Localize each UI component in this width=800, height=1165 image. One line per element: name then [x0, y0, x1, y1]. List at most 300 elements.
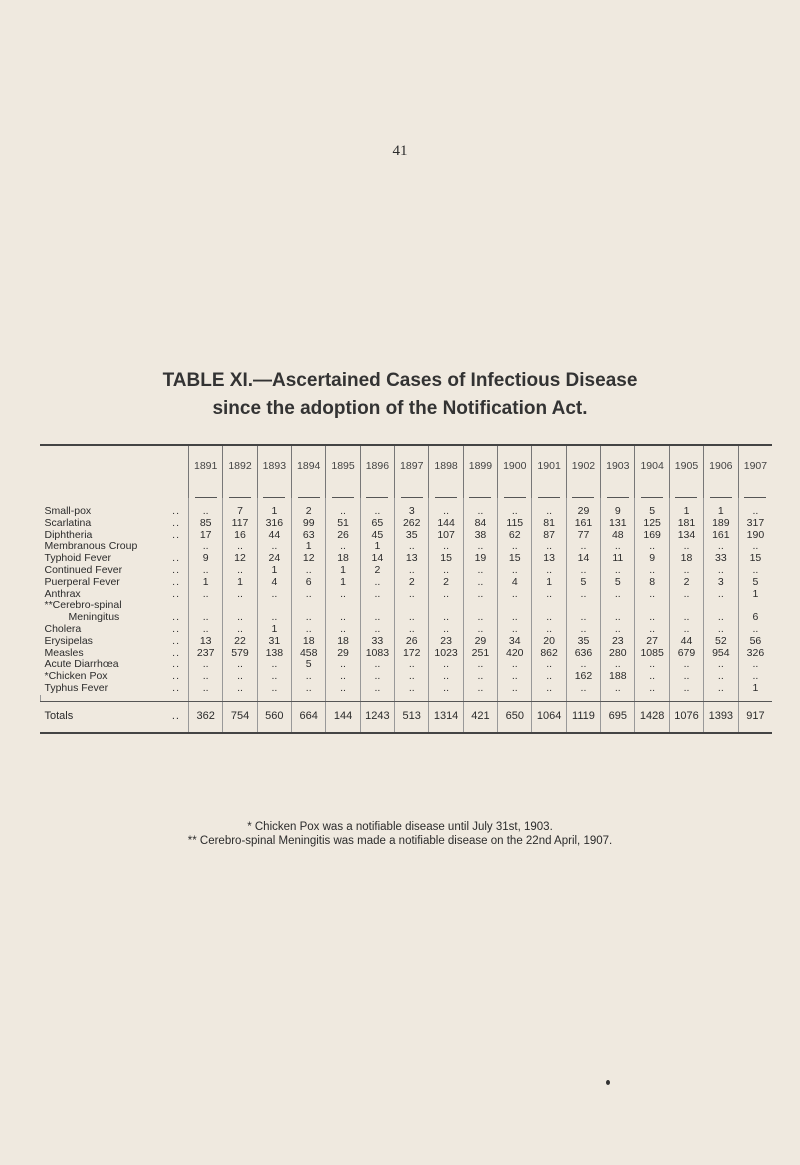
table-cell: 125: [635, 518, 669, 530]
table-cell: 15: [738, 553, 772, 565]
table-cell: ..: [635, 589, 669, 601]
table-cell: 14: [566, 553, 600, 565]
year-header-row: [41, 446, 773, 486]
table-row: [41, 530, 773, 542]
table-cell: 87: [532, 530, 566, 542]
table-cell: ..: [532, 671, 566, 683]
total-cell: 1064: [532, 701, 566, 733]
table-cell: ..: [532, 612, 566, 624]
total-cell: 1076: [669, 701, 703, 733]
table-cell: ..: [498, 565, 532, 577]
footnote-chicken-pox: * Chicken Pox was a notifiable disease until July 31st, 1903.: [247, 821, 553, 833]
table-cell: ..: [395, 541, 429, 553]
table-cell: 161: [566, 518, 600, 530]
table-cell: 48: [601, 530, 635, 542]
row-label-text: *Chicken Pox: [44, 671, 108, 683]
table-cell: ..: [532, 506, 566, 518]
table-row: [41, 683, 773, 695]
table-cell: 161: [704, 530, 738, 542]
table-cell: 12: [292, 553, 326, 565]
row-label-text: Puerperal Fever: [44, 576, 120, 588]
table-cell: ..: [395, 589, 429, 601]
table-cell: ..: [566, 589, 600, 601]
table-cell: 117: [223, 518, 257, 530]
table-row: [41, 612, 773, 624]
table-cell: 162: [566, 671, 600, 683]
table-cell: 9: [601, 506, 635, 518]
table-body: [41, 498, 773, 734]
table-cell: ..: [669, 589, 703, 601]
table-cell: 262: [395, 518, 429, 530]
table-cell: ..: [326, 612, 360, 624]
row-label: [41, 518, 189, 530]
table-cell: ..: [498, 589, 532, 601]
table-cell: 44: [669, 636, 703, 648]
leader-dots: ..: [172, 588, 180, 600]
table-cell: ..: [223, 612, 257, 624]
table-cell: ..: [429, 683, 463, 695]
table-cell: ..: [738, 506, 772, 518]
table-cell: ..: [601, 624, 635, 636]
table-cell: 29: [566, 506, 600, 518]
table-cell: 31: [257, 636, 291, 648]
table-cell: 2: [669, 577, 703, 589]
table-cell: ..: [738, 671, 772, 683]
row-label: [41, 659, 189, 671]
table-cell: ..: [463, 541, 497, 553]
leader-dots: ..: [171, 709, 180, 722]
table-cell: 1: [292, 541, 326, 553]
table-cell: 862: [532, 648, 566, 660]
page-number: 41: [392, 143, 408, 159]
table-cell: ..: [360, 589, 394, 601]
year-header: 1905: [669, 446, 703, 486]
row-label-text: Measles: [44, 647, 84, 659]
table-cell: ..: [189, 671, 223, 683]
table-cell: ..: [429, 671, 463, 683]
table-cell: 18: [292, 636, 326, 648]
table-cell: ..: [635, 565, 669, 577]
table-cell: 23: [601, 636, 635, 648]
total-cell: 664: [292, 701, 326, 733]
row-label-text: Erysipelas: [44, 635, 93, 647]
table-cell: ..: [257, 541, 291, 553]
table-cell: ..: [429, 589, 463, 601]
table-cell: 20: [532, 636, 566, 648]
table-cell: ..: [429, 541, 463, 553]
table-cell: ..: [257, 612, 291, 624]
table-cell: ..: [292, 589, 326, 601]
table-cell: ..: [601, 612, 635, 624]
year-header: 1900: [498, 446, 532, 486]
table-cell: 1: [669, 506, 703, 518]
table-cell: 636: [566, 648, 600, 660]
totals-label-text: Totals: [44, 709, 74, 722]
table-cell: 26: [326, 530, 360, 542]
table-cell: ..: [635, 624, 669, 636]
table-cell: 63: [292, 530, 326, 542]
table-cell: ..: [635, 541, 669, 553]
leader-dots: ..: [172, 553, 180, 565]
table-cell: ..: [189, 589, 223, 601]
table-cell: ..: [360, 624, 394, 636]
table-cell: 251: [463, 648, 497, 660]
table-cell: ..: [429, 624, 463, 636]
table-cell: 1023: [429, 648, 463, 660]
row-label-text: Typhus Fever: [44, 682, 109, 694]
table-cell: ..: [326, 659, 360, 671]
table-cell: ..: [601, 683, 635, 695]
table-cell: 579: [223, 648, 257, 660]
table-cell: 189: [704, 518, 738, 530]
totals-row: [41, 701, 773, 733]
table-cell: ..: [257, 683, 291, 695]
table-cell: ..: [566, 565, 600, 577]
table-cell: ..: [223, 671, 257, 683]
row-label-text: Cholera: [44, 623, 82, 635]
table-cell: ..: [635, 683, 669, 695]
row-label: [41, 577, 189, 589]
year-header: 1903: [601, 446, 635, 486]
table-cell: 4: [498, 577, 532, 589]
table-cell: 5: [635, 506, 669, 518]
table-cell: 1: [257, 506, 291, 518]
table-cell: 13: [189, 636, 223, 648]
table-cell: 188: [601, 671, 635, 683]
table-cell: ..: [292, 671, 326, 683]
table-cell: 18: [669, 553, 703, 565]
table-cell: ..: [566, 612, 600, 624]
print-speck: [606, 1080, 610, 1085]
table-cell: ..: [395, 624, 429, 636]
row-label: [41, 648, 189, 660]
table-cell: 1: [189, 577, 223, 589]
table-cell: 1: [532, 577, 566, 589]
table-cell: ..: [669, 612, 703, 624]
leader-dots: ..: [172, 647, 180, 659]
row-label: [41, 683, 189, 695]
cases-table: [40, 446, 772, 734]
table-cell: 2: [292, 506, 326, 518]
table-cell: ..: [395, 683, 429, 695]
table-cell: 22: [223, 636, 257, 648]
table-cell: ..: [189, 659, 223, 671]
table-cell: 44: [257, 530, 291, 542]
table-cell: ..: [360, 612, 394, 624]
table-cell: 138: [257, 648, 291, 660]
table-cell: ..: [223, 683, 257, 695]
table-cell: ..: [326, 541, 360, 553]
table-cell: ..: [223, 589, 257, 601]
table-cell: 16: [223, 530, 257, 542]
table-cell: ..: [292, 683, 326, 695]
title-line-2: since the adoption of the Notification Act.: [212, 398, 588, 419]
table-cell: ..: [326, 683, 360, 695]
table-cell: ..: [463, 683, 497, 695]
table-cell: 38: [463, 530, 497, 542]
row-label: [41, 624, 189, 636]
year-header: 1902: [566, 446, 600, 486]
year-header: 1895: [326, 446, 360, 486]
table-cell: 34: [498, 636, 532, 648]
table-cell: 2: [360, 565, 394, 577]
table-cell: ..: [257, 671, 291, 683]
table-cell: ..: [635, 671, 669, 683]
table-row: [41, 659, 773, 671]
row-label-text: Small-pox: [44, 506, 92, 517]
table-cell: ..: [738, 659, 772, 671]
table-cell: ..: [292, 612, 326, 624]
table-cell: 131: [601, 518, 635, 530]
table-cell: 24: [257, 553, 291, 565]
table-cell: ..: [704, 683, 738, 695]
table-cell: 1: [738, 589, 772, 601]
table-cell: 954: [704, 648, 738, 660]
table-row: [41, 600, 773, 612]
table-cell: 52: [704, 636, 738, 648]
table-cell: ..: [498, 541, 532, 553]
table-row: [41, 518, 773, 530]
table-cell: ..: [669, 671, 703, 683]
year-header: 1892: [223, 446, 257, 486]
table-cell: 15: [498, 553, 532, 565]
table-cell: ..: [635, 612, 669, 624]
table-row: [41, 565, 773, 577]
table-cell: ..: [189, 612, 223, 624]
table-cell: 62: [498, 530, 532, 542]
row-label-text: Typhoid Fever: [44, 553, 112, 565]
table-cell: 3: [395, 506, 429, 518]
table-cell: ..: [532, 589, 566, 601]
year-header: 1904: [635, 446, 669, 486]
table-cell: ..: [292, 565, 326, 577]
table-cell: 51: [326, 518, 360, 530]
header-rule: [41, 486, 773, 498]
table-cell: ..: [704, 671, 738, 683]
leader-dots: ..: [172, 659, 180, 671]
table-cell: 107: [429, 530, 463, 542]
table-cell: 316: [257, 518, 291, 530]
table-cell: 317: [738, 518, 772, 530]
row-label-text: Anthrax: [44, 588, 81, 600]
total-cell: 917: [738, 701, 772, 733]
table-cell: 84: [463, 518, 497, 530]
row-label-text: Acute Diarrhœa: [44, 659, 119, 671]
table-cell: ..: [738, 541, 772, 553]
table-cell: ..: [326, 506, 360, 518]
table-cell: 23: [429, 636, 463, 648]
table-cell: 1: [326, 565, 360, 577]
table-cell: 144: [429, 518, 463, 530]
table-cell: 237: [189, 648, 223, 660]
table-cell: 56: [738, 636, 772, 648]
year-header: 1897: [395, 446, 429, 486]
table-cell: ..: [738, 624, 772, 636]
table-cell: 172: [395, 648, 429, 660]
table-cell: 169: [635, 530, 669, 542]
title-line-1: TABLE XI.—Ascertained Cases of Infectious Disease: [162, 370, 638, 391]
table-cell: ..: [566, 659, 600, 671]
table-cell: 7: [223, 506, 257, 518]
table-row: [41, 553, 773, 565]
table-cell: 27: [635, 636, 669, 648]
table-cell: ..: [566, 683, 600, 695]
table-cell: ..: [429, 565, 463, 577]
footnotes: [0, 820, 800, 848]
table-cell: 15: [429, 553, 463, 565]
table-cell: 77: [566, 530, 600, 542]
row-label: [41, 636, 189, 648]
row-label: [41, 565, 189, 577]
table-cell: 35: [395, 530, 429, 542]
table-cell: ..: [463, 659, 497, 671]
table-cell: 33: [360, 636, 394, 648]
leader-dots: ..: [172, 635, 180, 647]
table-row: [41, 636, 773, 648]
total-cell: 560: [257, 701, 291, 733]
table-cell: ..: [635, 659, 669, 671]
table-cell: ..: [360, 671, 394, 683]
table-cell: 1: [738, 683, 772, 695]
table-cell: 5: [601, 577, 635, 589]
table-cell: ..: [189, 624, 223, 636]
total-cell: 1393: [704, 701, 738, 733]
row-label: [41, 553, 189, 565]
table-cell: ..: [360, 506, 394, 518]
row-label: [41, 530, 189, 542]
table-cell: ..: [669, 565, 703, 577]
table-cell: ..: [566, 541, 600, 553]
table-cell: 1: [326, 577, 360, 589]
table-cell: ..: [189, 565, 223, 577]
table-cell: ..: [463, 506, 497, 518]
table-cell: 8: [635, 577, 669, 589]
table-title: [0, 367, 800, 423]
row-label: [41, 541, 189, 553]
table-cell: ..: [498, 659, 532, 671]
table-cell: ..: [463, 589, 497, 601]
table-cell: ..: [498, 671, 532, 683]
table-cell: ..: [601, 659, 635, 671]
table-cell: 5: [292, 659, 326, 671]
table-cell: ..: [326, 589, 360, 601]
total-cell: 144: [326, 701, 360, 733]
table-cell: ..: [532, 624, 566, 636]
table-cell: 11: [601, 553, 635, 565]
row-label: [41, 612, 189, 624]
table-cell: ..: [395, 659, 429, 671]
leader-dots: ..: [172, 612, 180, 624]
table-cell: ..: [223, 565, 257, 577]
table-row: [41, 671, 773, 683]
table-cell: ..: [601, 589, 635, 601]
table-cell: ..: [498, 506, 532, 518]
infectious-disease-table: [40, 444, 772, 734]
table-cell: ..: [669, 624, 703, 636]
table-cell: ..: [326, 671, 360, 683]
table-cell: 18: [326, 636, 360, 648]
table-cell: 679: [669, 648, 703, 660]
table-cell: ..: [498, 624, 532, 636]
table-cell: ..: [704, 541, 738, 553]
table-cell: 45: [360, 530, 394, 542]
total-cell: 1119: [566, 701, 600, 733]
year-header: 1896: [360, 446, 394, 486]
table-cell: 1085: [635, 648, 669, 660]
table-cell: 1: [257, 565, 291, 577]
table-cell: ..: [360, 659, 394, 671]
year-header: 1907: [738, 446, 772, 486]
table-cell: ..: [395, 612, 429, 624]
table-cell: ..: [601, 565, 635, 577]
total-cell: 421: [463, 701, 497, 733]
table-cell: 420: [498, 648, 532, 660]
total-cell: 695: [601, 701, 635, 733]
table-cell: ..: [360, 683, 394, 695]
table-cell: 190: [738, 530, 772, 542]
table-cell: 29: [326, 648, 360, 660]
table-cell: ..: [429, 612, 463, 624]
table-cell: ..: [738, 565, 772, 577]
table-cell: 9: [189, 553, 223, 565]
header-blank-cell: [41, 446, 189, 486]
row-label-text: **Cerebro-spinal: [44, 600, 122, 612]
totals-label: [41, 701, 189, 733]
leader-dots: ..: [172, 517, 180, 529]
table-cell: ..: [669, 541, 703, 553]
table-cell: ..: [704, 659, 738, 671]
table-cell: 3: [704, 577, 738, 589]
table-cell: ..: [395, 565, 429, 577]
total-cell: 1243: [360, 701, 394, 733]
table-row: [41, 589, 773, 601]
table-cell: 12: [223, 553, 257, 565]
table-row: [41, 624, 773, 636]
leader-dots: ..: [172, 576, 180, 588]
table-cell: 26: [395, 636, 429, 648]
table-cell: ..: [223, 624, 257, 636]
table-cell: 5: [738, 577, 772, 589]
table-cell: ..: [669, 683, 703, 695]
total-cell: 513: [395, 701, 429, 733]
row-label: [41, 671, 189, 683]
table-cell: ..: [566, 624, 600, 636]
table-cell: ..: [189, 541, 223, 553]
leader-dots: ..: [172, 623, 180, 635]
table-cell: 18: [326, 553, 360, 565]
table-cell: ..: [326, 624, 360, 636]
table-cell: ..: [704, 589, 738, 601]
table-cell: ..: [189, 683, 223, 695]
leader-dots: ..: [172, 506, 180, 517]
table-cell: ..: [463, 671, 497, 683]
year-header: 1891: [189, 446, 223, 486]
total-cell: 362: [189, 701, 223, 733]
year-header: 1898: [429, 446, 463, 486]
table-cell: ..: [463, 565, 497, 577]
table-cell: 33: [704, 553, 738, 565]
table-cell: 181: [669, 518, 703, 530]
table-cell: 1: [257, 624, 291, 636]
table-cell: 280: [601, 648, 635, 660]
row-label-text: Diphtheria: [44, 529, 93, 541]
table-cell: ..: [189, 506, 223, 518]
row-label-text: Meningitus: [68, 612, 120, 624]
table-cell: ..: [601, 541, 635, 553]
table-cell: ..: [498, 612, 532, 624]
table-cell: 13: [532, 553, 566, 565]
leader-dots: ..: [172, 671, 180, 683]
